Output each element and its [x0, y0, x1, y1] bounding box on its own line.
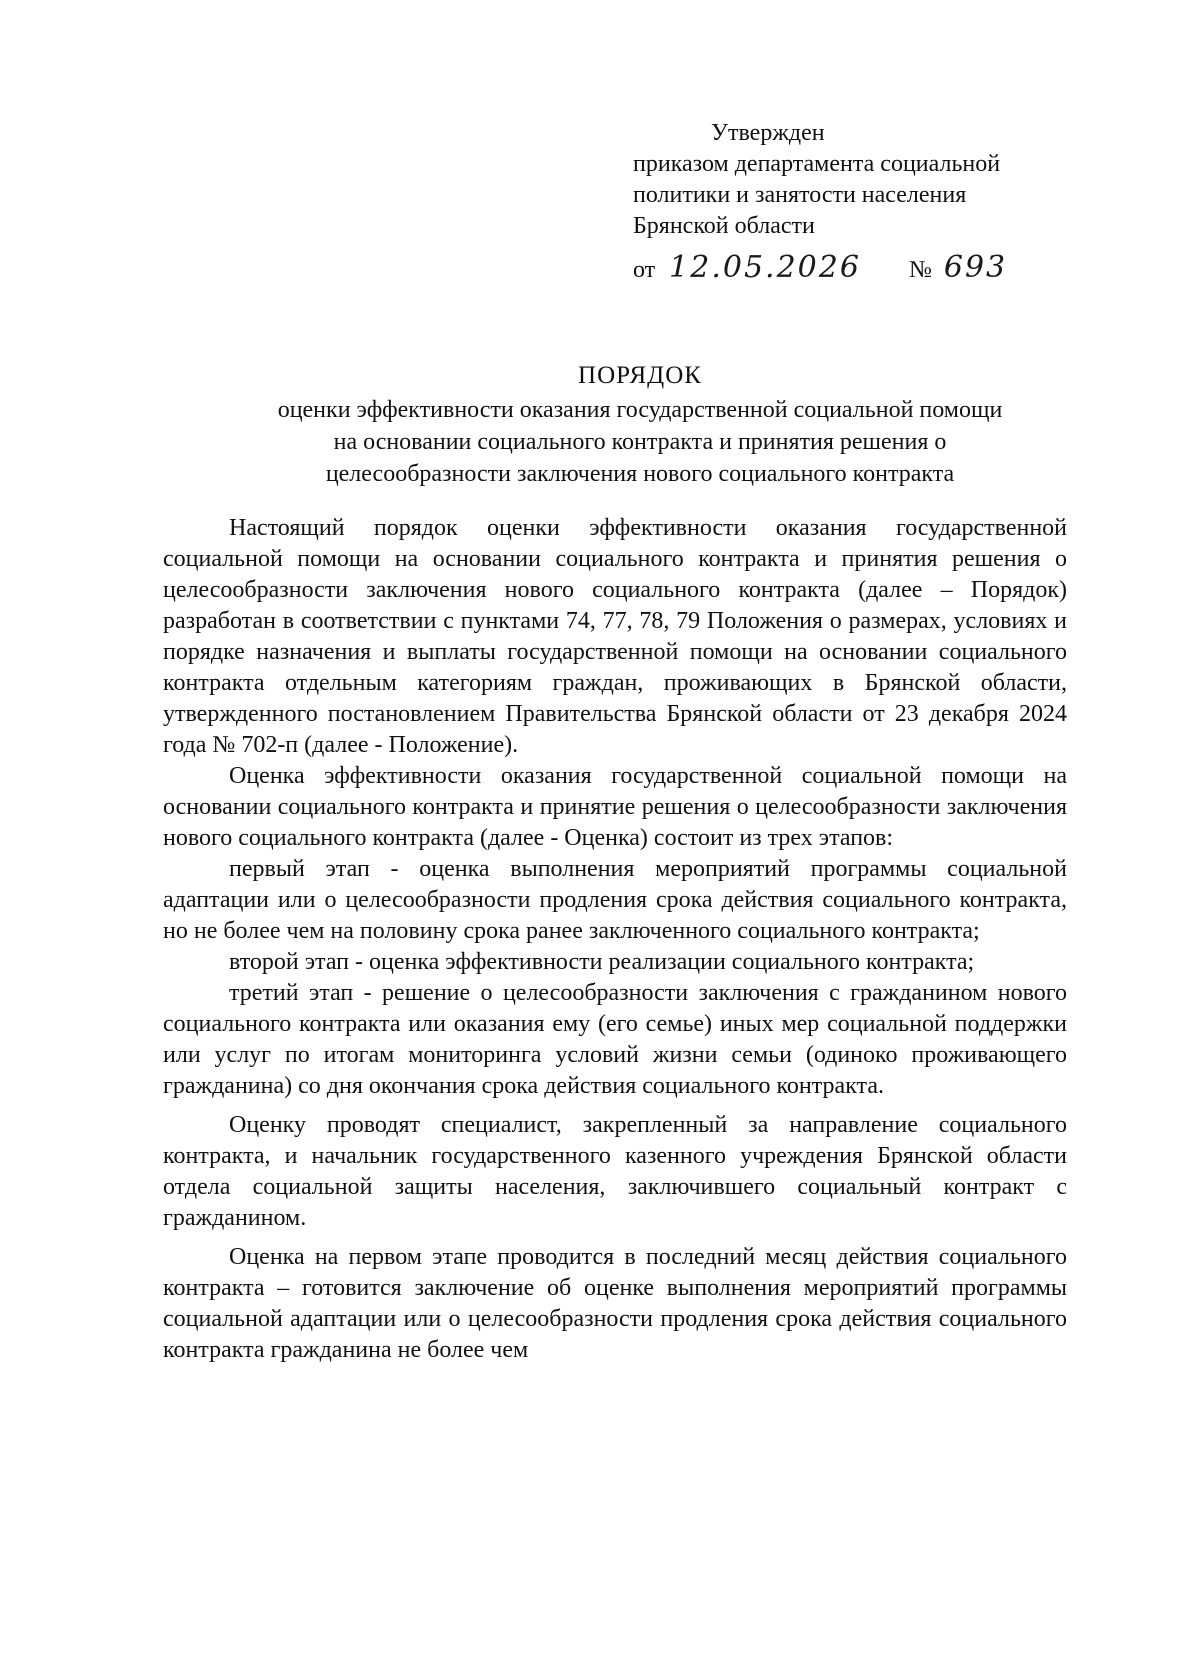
approval-line-1: Утвержден	[711, 120, 825, 146]
number-sign: №	[908, 257, 932, 283]
title-line-2: на основании социального контракта и принятия решения о	[333, 429, 947, 455]
approval-date-line	[633, 252, 1113, 286]
paragraph: Оценка на первом этапе проводится в последний месяц действия социального контракта – готовится заключение об оценке выполнения мероприятий программы социальной адаптации или о целесообразности продления срока действия социального контракта гражданина не более чем	[163, 1244, 1067, 1363]
approval-line-3: политики и занятости населения	[633, 182, 967, 208]
title-line-3: целесообразности заключения нового социального контракта	[325, 461, 955, 487]
paragraph: Оценку проводят специалист, закрепленный за направление социального контракта, и начальник государственного казенного учреждения Брянской области отдела социальной защиты населения, заключившего социальный контракт с гражданином.	[163, 1112, 1067, 1231]
document-title-block	[200, 360, 1080, 490]
handwritten-date: 12.05.2026	[669, 250, 861, 285]
title-line-1: оценки эффективности оказания государственной социальной помощи	[277, 397, 1003, 423]
paragraph: второй этап - оценка эффективности реализации социального контракта;	[229, 949, 975, 975]
approval-line-4: Брянской области	[633, 213, 815, 239]
paragraph: Настоящий порядок оценки эффективности оказания государственной социальной помощи на основании социального контракта и принятия решения о целесообразности заключения нового социального контракта (далее – Порядок) разработан в соответствии с пунктами 74, 77, 78, 79 Положения о размерах, условиях и порядке назначения и выплаты государственной помощи на основании социального контракта отдельным категориям граждан, проживающих в Брянской области, утвержденного постановлением Правительства Брянской области от 23 декабря 2024 года № 702-п (далее - Положение).	[163, 515, 1067, 758]
date-prefix: от	[633, 257, 656, 283]
document-title: ПОРЯДОК	[578, 362, 702, 389]
handwritten-number: 693	[943, 250, 1008, 285]
document-body	[163, 513, 1067, 1366]
approval-stamp-block	[633, 118, 1113, 286]
paragraph: первый этап - оценка выполнения мероприятий программы социальной адаптации или о целесообразности продления срока действия социального контракта, но не более чем на половину срока ранее заключенного социального контракта;	[163, 856, 1067, 944]
paragraph: Оценка эффективности оказания государственной социальной помощи на основании социального контракта и принятие решения о целесообразности заключения нового социального контракта (далее - Оценка) состоит из трех этапов:	[163, 763, 1067, 851]
paragraph: третий этап - решение о целесообразности заключения с гражданином нового социального контракта или оказания ему (его семье) иных мер социальной поддержки или услуг по итогам мониторинга условий жизни семьи (одиноко проживающего гражданина) со дня окончания срока действия социального контракта.	[163, 980, 1067, 1099]
approval-line-2: приказом департамента социальной	[633, 151, 1001, 177]
